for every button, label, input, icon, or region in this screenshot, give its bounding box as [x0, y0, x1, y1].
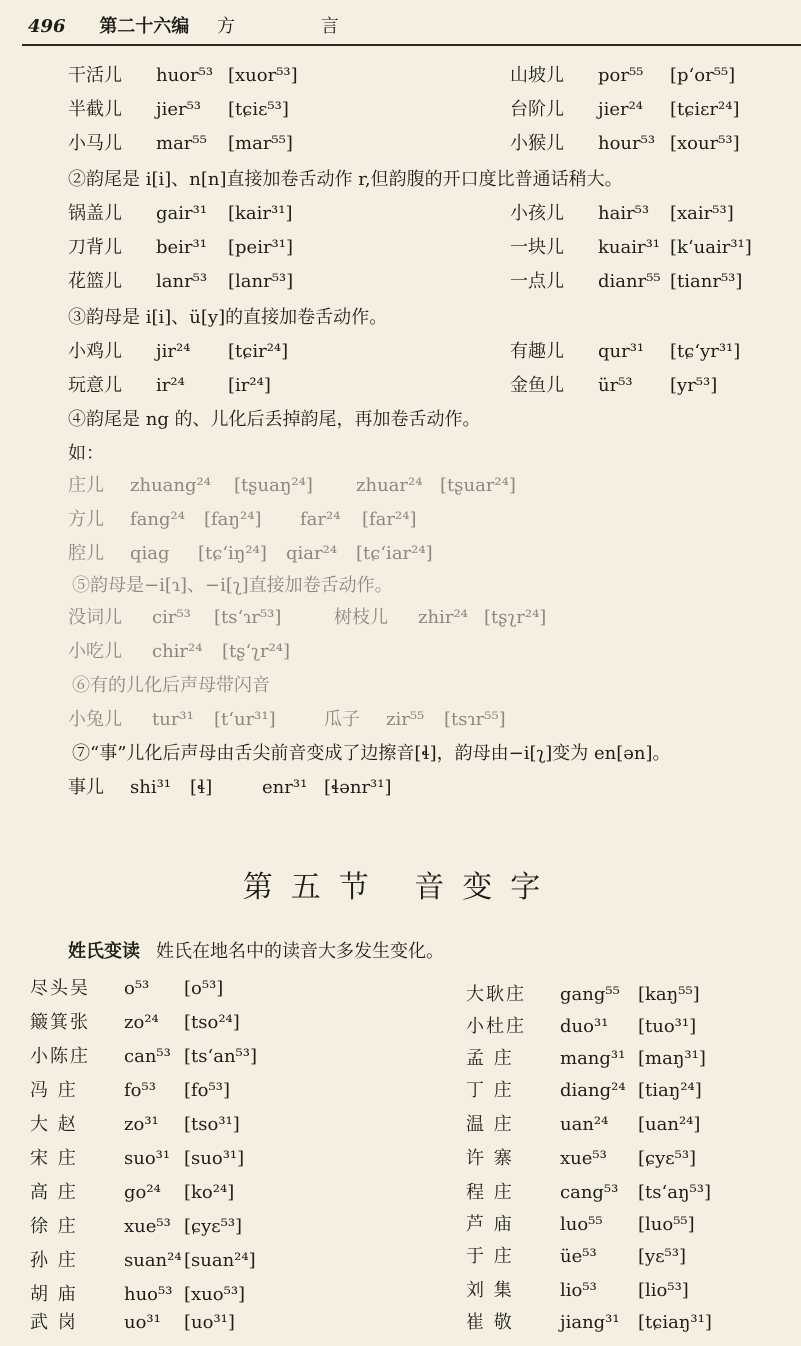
word: 小马儿 [68, 133, 122, 154]
word: 一点儿 [510, 271, 564, 292]
place-name: 许 寨 [466, 1148, 514, 1169]
ipa: [uo³¹] [184, 1312, 235, 1333]
pinyin: gair³¹ [156, 203, 208, 224]
word: 台阶儿 [510, 99, 564, 120]
example-row [68, 198, 292, 230]
ipa: [yr⁵³] [670, 375, 718, 396]
word: 花篮儿 [68, 271, 122, 292]
word: 小猴儿 [510, 133, 564, 154]
ipa-r: [tʂuar²⁴] [440, 475, 516, 496]
pinyin: jir²⁴ [156, 341, 191, 362]
word: 干活儿 [68, 65, 122, 86]
part-label: 第二十六编 [99, 16, 190, 37]
place-name: 芦 庙 [466, 1214, 514, 1235]
ipa: [ir²⁴] [228, 375, 271, 396]
example-row [68, 336, 288, 368]
surname-row [466, 1074, 702, 1108]
pinyin: tur³¹ [152, 709, 194, 730]
place-name: 小杜庄 [466, 1016, 526, 1037]
surname-row [30, 1074, 230, 1108]
ipa: [mar⁵⁵] [228, 133, 293, 154]
example-row [68, 60, 298, 92]
word: 小孩儿 [510, 203, 564, 224]
ipa: [o⁵³] [184, 978, 224, 999]
ipa: [xour⁵³] [670, 133, 740, 154]
surname-row [466, 1274, 689, 1308]
pinyin: dianr⁵⁵ [598, 271, 661, 292]
pinyin: qur³¹ [598, 341, 645, 362]
header-title: 方 言 [217, 16, 379, 37]
ipa: [tianr⁵³] [670, 271, 743, 292]
place-name: 程 庄 [466, 1182, 514, 1203]
pinyin: jier⁵³ [156, 99, 202, 120]
place-name: 温 庄 [466, 1114, 514, 1135]
surname-row [30, 1108, 240, 1142]
place-name: 孟 庄 [466, 1048, 514, 1069]
surname-row [466, 1208, 695, 1242]
header-rule [22, 44, 801, 46]
surname-row [466, 978, 700, 1012]
pinyin: kuair³¹ [598, 237, 661, 258]
pinyin: o⁵³ [124, 978, 150, 999]
pinyin-r: enr³¹ [262, 777, 308, 798]
surname-row [30, 1142, 244, 1176]
place-name: 于 庄 [466, 1246, 514, 1267]
pinyin: can⁵³ [124, 1046, 171, 1067]
ipa: [tɕiaŋ³¹] [638, 1312, 712, 1333]
pinyin: huor⁵³ [156, 65, 214, 86]
ipa: [xuor⁵³] [228, 65, 298, 86]
surname-row [466, 1176, 711, 1210]
pinyin: beir³¹ [156, 237, 207, 258]
word-r: 瓜子 [324, 709, 360, 730]
pinyin: zo³¹ [124, 1114, 159, 1135]
pinyin: jier²⁴ [598, 99, 644, 120]
pinyin: hour⁵³ [598, 133, 656, 154]
example-row [510, 336, 740, 368]
rule-note: ⑦“事”儿化后声母由舌尖前音变成了边擦音[ɬ]，韵母由−i[ʅ]变为 en[ən]。 [72, 743, 671, 764]
example-row [510, 60, 735, 92]
surname-row [30, 1176, 234, 1210]
pinyin: uan²⁴ [560, 1114, 609, 1135]
word: 金鱼儿 [510, 375, 564, 396]
lead-text: 姓氏在地名中的读音大多发生变化。 [156, 941, 444, 962]
rule-note: ②韵尾是 i[i]、n[n]直接加卷舌动作 r,但韵腹的开口度比普通话稍大。 [68, 169, 623, 190]
rule-note: ⑤韵母是−i[ɿ]、−i[ʅ]直接加卷舌动作。 [72, 575, 393, 596]
pinyin: cang⁵³ [560, 1182, 619, 1203]
pinyin: qiag [130, 543, 170, 564]
example-row [510, 128, 740, 160]
rule-note: ③韵母是 i[i]、ü[y]的直接加卷舌动作。 [68, 307, 388, 328]
surname-row [30, 1306, 235, 1340]
word: 事儿 [68, 777, 104, 798]
pinyin-r: zhuar²⁴ [356, 475, 423, 496]
pinyin: uo³¹ [124, 1312, 161, 1333]
pinyin: ir²⁴ [156, 375, 185, 396]
ipa: [tɕir²⁴] [228, 341, 289, 362]
place-name: 冯 庄 [30, 1080, 78, 1101]
pinyin: hair⁵³ [598, 203, 650, 224]
pinyin: gang⁵⁵ [560, 984, 620, 1005]
ipa: [tɕ‘yr³¹] [670, 341, 741, 362]
ipa: [p‘or⁵⁵] [670, 65, 736, 86]
example-row [68, 538, 433, 570]
pinyin: diang²⁴ [560, 1080, 626, 1101]
ipa: [xair⁵³] [670, 203, 734, 224]
word: 半截儿 [68, 99, 122, 120]
pinyin: chir²⁴ [152, 641, 203, 662]
place-name: 大耿庄 [466, 984, 526, 1005]
surname-row [30, 1244, 256, 1278]
pinyin: shi³¹ [130, 777, 172, 798]
place-name: 胡 庙 [30, 1284, 78, 1305]
place-name: 大 赵 [30, 1114, 78, 1135]
ipa: [ɕyɛ⁵³] [638, 1148, 697, 1169]
pinyin: jiang³¹ [560, 1312, 620, 1333]
ipa: [faŋ²⁴] [204, 509, 262, 530]
word: 锅盖儿 [68, 203, 122, 224]
pinyin: suo³¹ [124, 1148, 171, 1169]
ipa: [tʂ‘ʅr²⁴] [222, 641, 291, 662]
example-row [68, 232, 293, 264]
place-name: 小陈庄 [30, 1046, 90, 1067]
ipa: [luo⁵⁵] [638, 1214, 695, 1235]
ipa: [t‘ur³¹] [214, 709, 276, 730]
rule-note: ⑥有的儿化后声母带闪音 [72, 675, 270, 696]
ipa: [tɕ‘iŋ²⁴] [198, 543, 267, 564]
lead-paragraph [68, 936, 444, 968]
ipa: [ts‘aŋ⁵³] [638, 1182, 711, 1203]
example-row [68, 636, 290, 668]
ipa: [k‘uair³¹] [670, 237, 752, 258]
ipa: [suo³¹] [184, 1148, 245, 1169]
ipa: [tɕiɛr²⁴] [670, 99, 740, 120]
ipa: [maŋ³¹] [638, 1048, 706, 1069]
ipa: [kaŋ⁵⁵] [638, 984, 700, 1005]
ipa: [peir³¹] [228, 237, 294, 258]
pinyin: xue⁵³ [560, 1148, 607, 1169]
pinyin: lanr⁵³ [156, 271, 208, 292]
example-row [68, 94, 289, 126]
word: 一块儿 [510, 237, 564, 258]
place-name: 孙 庄 [30, 1250, 78, 1271]
place-name: 丁 庄 [466, 1080, 514, 1101]
place-name: 徐 庄 [30, 1216, 78, 1237]
ipa-r: [tsɿr⁵⁵] [444, 709, 506, 730]
example-row [68, 504, 416, 536]
ipa: [ɕyɛ⁵³] [184, 1216, 243, 1237]
place-name: 尽头吴 [30, 978, 90, 999]
pinyin: mar⁵⁵ [156, 133, 207, 154]
surname-row [30, 1006, 240, 1040]
pinyin: go²⁴ [124, 1182, 161, 1203]
surname-row [466, 1010, 696, 1044]
example-row [510, 266, 742, 298]
place-name: 武 岗 [30, 1312, 78, 1333]
section-title: 第五节 音变字 [242, 870, 559, 905]
page-number: 496 [28, 16, 66, 37]
example-label: 如： [68, 443, 104, 464]
ipa: [ts‘ɿr⁵³] [214, 607, 282, 628]
word: 没词儿 [68, 607, 122, 628]
pinyin: ür⁵³ [598, 375, 633, 396]
ipa: [uan²⁴] [638, 1114, 701, 1135]
ipa-r: [tɕ‘iar²⁴] [356, 543, 433, 564]
pinyin-r: qiar²⁴ [286, 543, 338, 564]
pinyin: cir⁵³ [152, 607, 191, 628]
surname-row [30, 1040, 257, 1074]
word: 山坡儿 [510, 65, 564, 86]
ipa: [lio⁵³] [638, 1280, 689, 1301]
word: 玩意儿 [68, 375, 122, 396]
word-r: 树枝儿 [334, 607, 388, 628]
ipa: [tuo³¹] [638, 1016, 697, 1037]
ipa: [kair³¹] [228, 203, 293, 224]
ipa-r: [far²⁴] [362, 509, 417, 530]
example-row [68, 704, 506, 736]
word: 方儿 [68, 509, 104, 530]
pinyin: üe⁵³ [560, 1246, 597, 1267]
ipa: [tʂuaŋ²⁴] [234, 475, 313, 496]
example-row [510, 370, 717, 402]
pinyin: suan²⁴ [124, 1250, 182, 1271]
surname-row [466, 1306, 712, 1340]
pinyin: zhuang²⁴ [130, 475, 211, 496]
word: 小兔儿 [68, 709, 122, 730]
pinyin: por⁵⁵ [598, 65, 644, 86]
surname-row [466, 1042, 706, 1076]
rule-note: ④韵尾是 ng 的、儿化后丢掉韵尾，再加卷舌动作。 [68, 409, 481, 430]
surname-row [30, 1210, 242, 1244]
pinyin: fo⁵³ [124, 1080, 156, 1101]
pinyin: lio⁵³ [560, 1280, 597, 1301]
pinyin: luo⁵⁵ [560, 1214, 603, 1235]
pinyin-r: far²⁴ [300, 509, 341, 530]
ipa: [ko²⁴] [184, 1182, 235, 1203]
word: 刀背儿 [68, 237, 122, 258]
place-name: 簸箕张 [30, 1012, 90, 1033]
pinyin: duo³¹ [560, 1016, 609, 1037]
example-row [68, 266, 293, 298]
surname-row [466, 1108, 700, 1142]
example-row [68, 370, 271, 402]
place-name: 崔 敬 [466, 1312, 514, 1333]
example-row [510, 232, 752, 264]
surname-row [466, 1240, 686, 1274]
ipa: [tɕiɛ⁵³] [228, 99, 289, 120]
example-row [510, 198, 734, 230]
place-name: 刘 集 [466, 1280, 514, 1301]
word: 小吃儿 [68, 641, 122, 662]
ipa: [tso²⁴] [184, 1012, 240, 1033]
example-row [68, 772, 392, 804]
example-row [68, 470, 516, 502]
pinyin: fang²⁴ [130, 509, 185, 530]
place-name: 宋 庄 [30, 1148, 78, 1169]
pinyin: zo²⁴ [124, 1012, 159, 1033]
lead-term: 姓氏变读 [68, 941, 140, 962]
ipa-r: [tʂʅr²⁴] [484, 607, 547, 628]
surname-row [466, 1142, 696, 1176]
pinyin-r: zir⁵⁵ [386, 709, 425, 730]
pinyin: mang³¹ [560, 1048, 626, 1069]
ipa: [ɬ] [190, 777, 213, 798]
pinyin: huo⁵³ [124, 1284, 173, 1305]
ipa: [xuo⁵³] [184, 1284, 246, 1305]
running-header [28, 12, 379, 38]
ipa: [fo⁵³] [184, 1080, 230, 1101]
ipa: [tiaŋ²⁴] [638, 1080, 702, 1101]
ipa-r: [ɬənr³¹] [324, 777, 392, 798]
example-row [510, 94, 739, 126]
word: 庄儿 [68, 475, 104, 496]
ipa: [yɛ⁵³] [638, 1246, 686, 1267]
pinyin-r: zhir²⁴ [418, 607, 468, 628]
ipa: [suan²⁴] [184, 1250, 256, 1271]
example-row [68, 602, 546, 634]
ipa: [tso³¹] [184, 1114, 240, 1135]
pinyin: xue⁵³ [124, 1216, 171, 1237]
word: 小鸡儿 [68, 341, 122, 362]
word: 有趣儿 [510, 341, 564, 362]
word: 腔儿 [68, 543, 104, 564]
example-row [68, 128, 293, 160]
ipa: [lanr⁵³] [228, 271, 294, 292]
surname-row [30, 972, 223, 1006]
ipa: [ts‘an⁵³] [184, 1046, 257, 1067]
place-name: 高 庄 [30, 1182, 78, 1203]
